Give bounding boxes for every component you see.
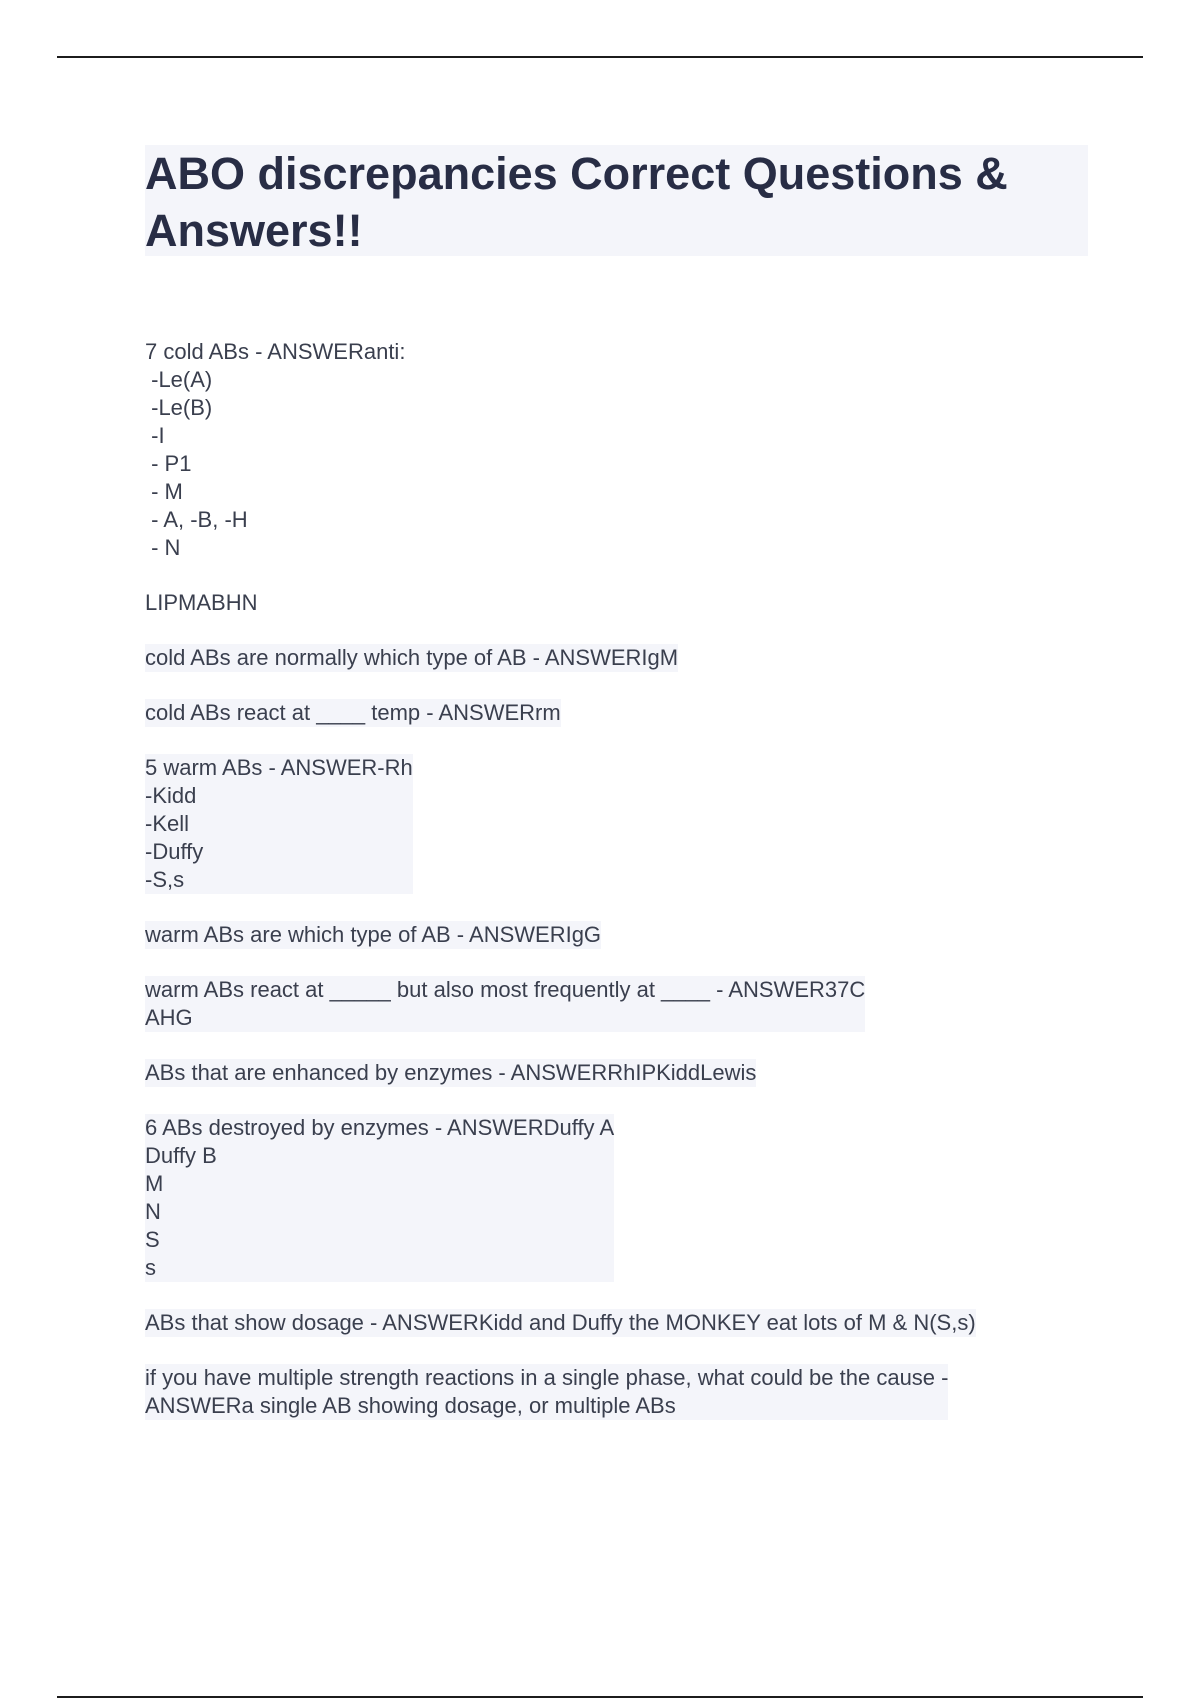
qa-line: ABs that are enhanced by enzymes - ANSWERRhIPKiddLewis <box>145 1060 757 1085</box>
qa-highlight <box>145 699 561 727</box>
qa-block-cold-abs <box>145 338 1105 562</box>
qa-line: - N <box>145 535 181 560</box>
qa-line: Duffy B <box>145 1143 217 1168</box>
qa-line: -Kell <box>145 811 190 836</box>
qa-line: 7 cold ABs - ANSWERanti: <box>145 339 406 364</box>
qa-highlight <box>145 1059 756 1087</box>
qa-line: ANSWERa single AB showing dosage, or multiple ABs <box>145 1393 676 1418</box>
qa-line: -Le(A) <box>145 367 213 392</box>
qa-highlight <box>145 1309 976 1337</box>
qa-line: warm ABs react at _____ but also most frequently at ____ - ANSWER37C <box>145 977 866 1002</box>
qa-block-multiple-strength <box>145 1364 1105 1420</box>
qa-line: S <box>145 1227 160 1252</box>
qa-line: N <box>145 1199 161 1224</box>
qa-block-warm-type <box>145 921 1105 949</box>
qa-line: 6 ABs destroyed by enzymes - ANSWERDuffy A <box>145 1115 615 1140</box>
qa-highlight <box>145 976 865 1032</box>
qa-line: -Le(B) <box>145 395 213 420</box>
qa-highlight <box>145 1364 948 1420</box>
qa-block-dosage <box>145 1309 1105 1337</box>
qa-highlight <box>145 1114 614 1282</box>
qa-highlight <box>145 644 678 672</box>
qa-line: -Duffy <box>145 839 204 864</box>
bottom-divider <box>57 1696 1143 1698</box>
qa-block-cold-temp <box>145 699 1105 727</box>
qa-block-warm-temp <box>145 976 1105 1032</box>
qa-line: -S,s <box>145 867 185 892</box>
qa-line: - M <box>145 479 183 504</box>
document-title: ABO discrepancies Correct Questions & Answers!! <box>145 148 1008 256</box>
qa-line: cold ABs react at ____ temp - ANSWERrm <box>145 700 561 725</box>
qa-highlight <box>145 754 413 894</box>
qa-line: LIPMABHN <box>145 590 258 615</box>
qa-line: - P1 <box>145 451 192 476</box>
qa-block-enhanced <box>145 1059 1105 1087</box>
qa-line: - A, -B, -H <box>145 507 248 532</box>
qa-line: M <box>145 1171 164 1196</box>
qa-block-cold-type <box>145 644 1105 672</box>
qa-line: ABs that show dosage - ANSWERKidd and Duffy the MONKEY eat lots of M & N(S,s) <box>145 1310 976 1335</box>
qa-block-mnemonic <box>145 589 1105 617</box>
qa-line: AHG <box>145 1005 193 1030</box>
qa-line: cold ABs are normally which type of AB - ANSWERIgM <box>145 645 679 670</box>
qa-highlight <box>145 921 601 949</box>
qa-block-destroyed <box>145 1114 1105 1282</box>
qa-line: -Kidd <box>145 783 197 808</box>
qa-line: if you have multiple strength reactions in a single phase, what could be the cause - <box>145 1365 949 1390</box>
qa-block-warm-abs <box>145 754 1105 894</box>
top-divider <box>57 56 1143 58</box>
qa-line: -I <box>145 423 165 448</box>
qa-line: warm ABs are which type of AB - ANSWERIgG <box>145 922 602 947</box>
qa-line: s <box>145 1255 156 1280</box>
qa-content <box>145 338 1105 1447</box>
qa-line: 5 warm ABs - ANSWER-Rh <box>145 755 413 780</box>
